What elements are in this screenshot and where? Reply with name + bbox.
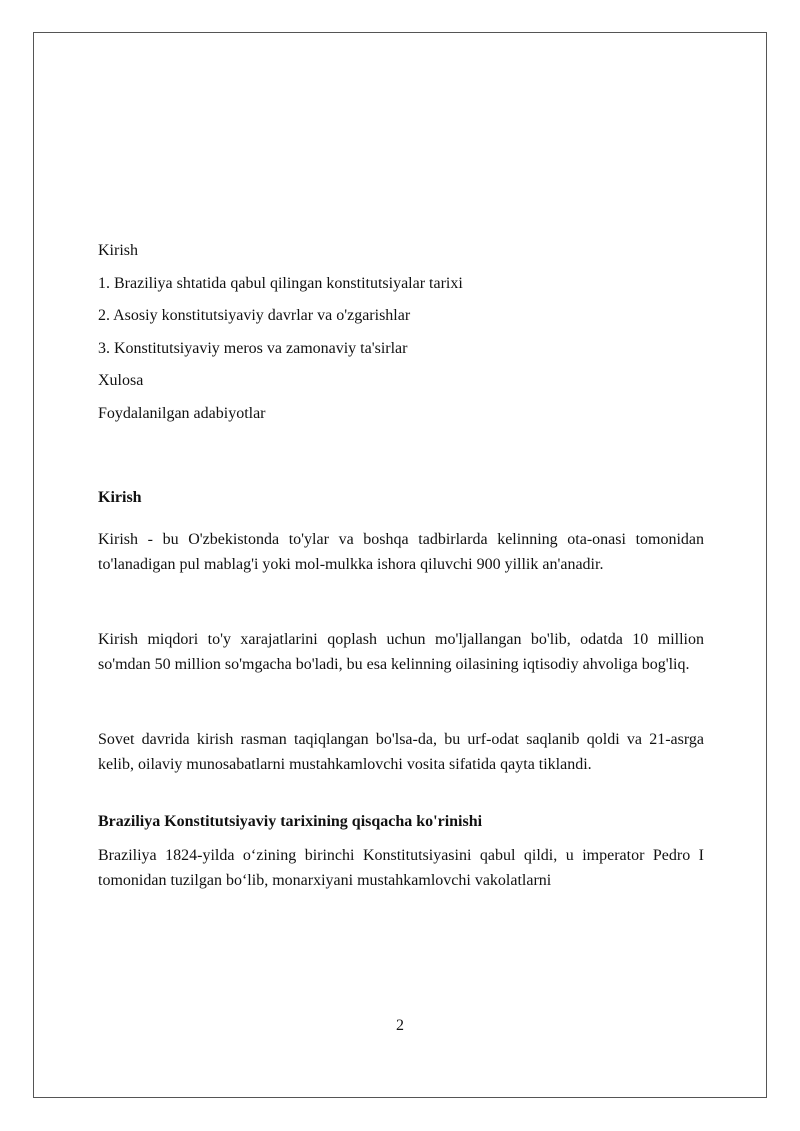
section-heading-kirish: Kirish <box>98 488 142 506</box>
page-content <box>98 238 704 893</box>
document-page <box>33 32 767 1098</box>
toc-item: Kirish <box>98 242 138 259</box>
paragraph: Kirish miqdori to'y xarajatlarini qoplash uchun mo'ljallangan bo'lib, odatda 10 million so'mdan 50 million so'mgacha bo'ladi, bu esa kelinning oilasining iqtisodiy ahvoliga bog'liq. <box>98 630 704 673</box>
toc-item: 2. Asosiy konstitutsiyaviy davrlar va o'zgarishlar <box>98 307 411 325</box>
toc-item: Xulosa <box>98 372 144 390</box>
toc-item: Foydalanilgan adabiyotlar <box>98 404 266 422</box>
paragraph: Sovet davrida kirish rasman taqiqlangan bo'lsa-da, bu urf-odat saqlanib qoldi va 21-asrga kelib, oilaviy munosabatlarni mustahkamlovchi vosita sifatida qayta tiklandi. <box>98 730 704 773</box>
paragraph: Kirish - bu O'zbekistonda to'ylar va boshqa tadbirlarda kelinning ota-onasi tomonidan to'lanadigan pul mablag'i yoki mol-mulkka ishora qiluvchi 900 yillik an'anadir. <box>98 530 704 573</box>
paragraph-clip <box>98 843 704 893</box>
toc-item: 3. Konstitutsiyaviy meros va zamonaviy ta'sirlar <box>98 339 408 357</box>
page-number: 2 <box>396 1017 404 1034</box>
section-heading-braziliya: Braziliya Konstitutsiyaviy tarixining qisqacha ko'rinishi <box>98 812 483 830</box>
table-of-contents <box>98 238 704 426</box>
paragraph: Braziliya 1824-yilda o‘zining birinchi Konstitutsiyasini qabul qildi, u imperator Pedro I tomonidan tuzilgan bo‘lib, monarxiyani mustahkamlovchi vakolatlarni <box>98 846 704 889</box>
toc-item: 1. Braziliya shtatida qabul qilingan konstitutsiyalar tarixi <box>98 274 463 292</box>
